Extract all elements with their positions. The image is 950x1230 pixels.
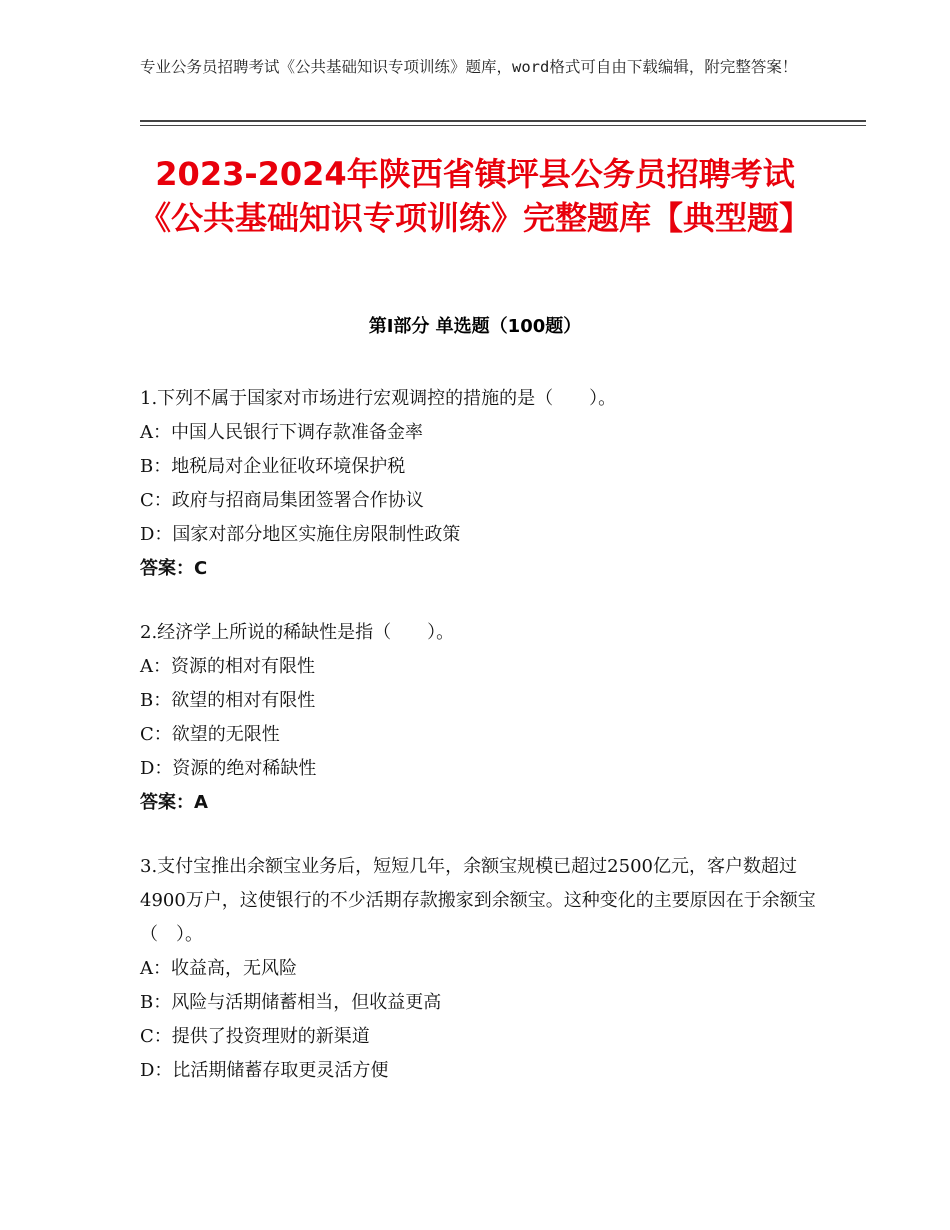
option-d: D：国家对部分地区实施住房限制性政策 (140, 524, 461, 545)
answer: 答案：C (140, 558, 208, 579)
question-stem: 3.支付宝推出余额宝业务后，短短几年，余额宝规模已超过2500亿元，客户数超过4900万户，这使银行的不少活期存款搬家到余额宝。这种变化的主要原因在于余额宝（ ）。 (140, 856, 816, 945)
option-d: D：比活期储蓄存取更灵活方便 (140, 1060, 389, 1081)
question-stem: 1.下列不属于国家对市场进行宏观调控的措施的是（ ）。 (140, 388, 617, 409)
question-1 (140, 382, 820, 586)
option-c: C：提供了投资理财的新渠道 (140, 1026, 370, 1047)
option-b: B：风险与活期储蓄相当，但收益更高 (140, 992, 442, 1013)
option-a: A：收益高，无风险 (140, 958, 297, 979)
option-b: B：地税局对企业征收环境保护税 (140, 456, 406, 477)
option-a: A：中国人民银行下调存款准备金率 (140, 422, 423, 443)
question-2 (140, 616, 820, 820)
header-note: 专业公务员招聘考试《公共基础知识专项训练》题库，word格式可自由下载编辑，附完整答案！ (140, 58, 798, 76)
question-3 (140, 850, 820, 1088)
section-heading: 第Ⅰ部分 单选题（100题） (368, 316, 582, 337)
question-stem: 2.经济学上所说的稀缺性是指（ ）。 (140, 622, 455, 643)
document-title: 2023-2024年陕西省镇坪县公务员招聘考试《公共基础知识专项训练》完整题库【典型题】 (138, 155, 811, 237)
option-c: C：欲望的无限性 (140, 724, 280, 745)
answer: 答案：A (140, 792, 208, 813)
header-divider-thin (140, 125, 866, 126)
option-d: D：资源的绝对稀缺性 (140, 758, 317, 779)
header-divider-thick (140, 120, 866, 122)
option-a: A：资源的相对有限性 (140, 656, 315, 677)
option-b: B：欲望的相对有限性 (140, 690, 316, 711)
question-list (140, 382, 820, 1118)
option-c: C：政府与招商局集团签署合作协议 (140, 490, 424, 511)
